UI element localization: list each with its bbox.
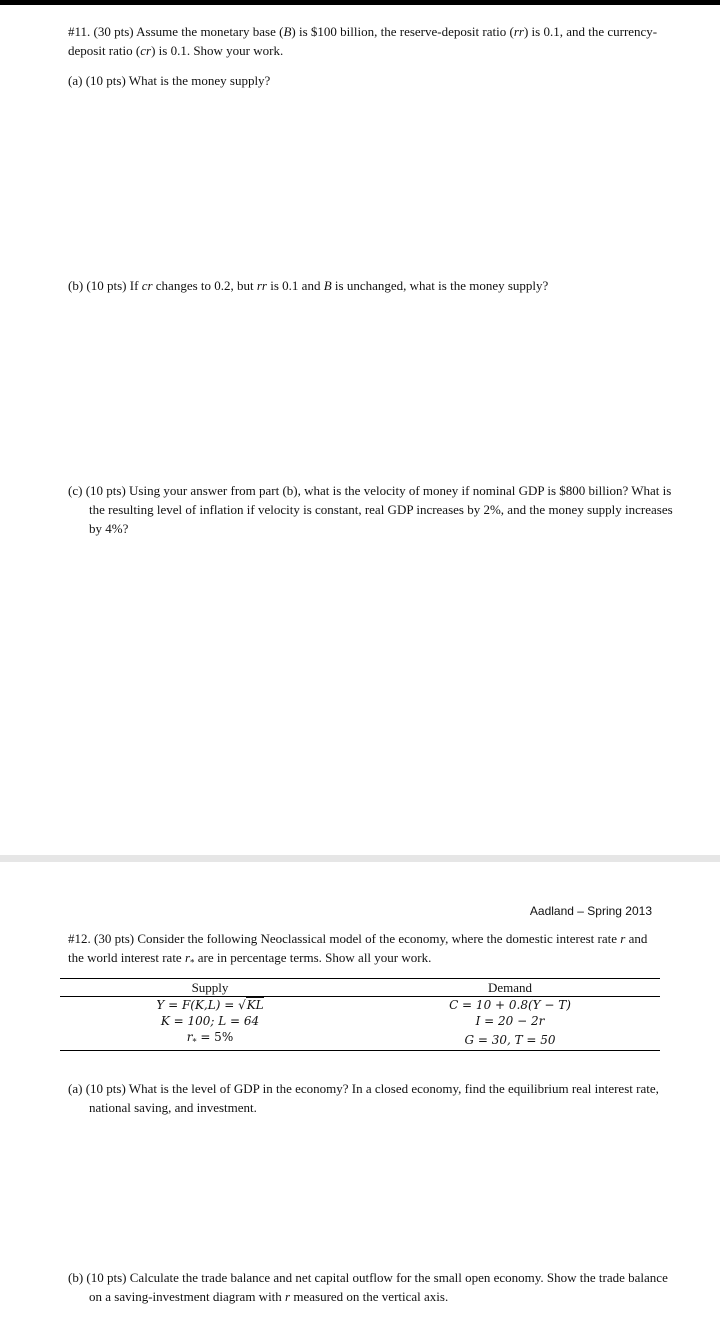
part-points: (10 pts) xyxy=(86,278,127,293)
question-12-part-a xyxy=(68,1079,679,1117)
prompt-text: and the world interest rate xyxy=(68,931,648,965)
variable-r: r xyxy=(285,1289,291,1304)
radicand: KL xyxy=(246,998,264,1012)
part-text: is 0.1 and xyxy=(267,278,324,293)
page-separator xyxy=(0,855,720,862)
question-number: #11. xyxy=(68,24,91,39)
prompt-text: are in percentage terms. Show all your work. xyxy=(194,950,432,965)
prompt-text: Assume the monetary base ( xyxy=(136,24,284,39)
variable-r: r xyxy=(620,931,626,946)
supply-world-rate xyxy=(60,1029,360,1050)
variable-rr: rr xyxy=(513,24,524,39)
part-points: (10 pts) xyxy=(85,1081,126,1096)
neoclassical-model-table xyxy=(60,978,660,1051)
part-text: changes to 0.2, but xyxy=(152,278,257,293)
table-header-row xyxy=(60,979,660,997)
question-11-part-c xyxy=(68,481,679,538)
variable-B: B xyxy=(283,24,292,39)
question-number: #12. xyxy=(68,931,91,946)
prompt-text: ) is 0.1. Show your work. xyxy=(151,43,284,58)
prompt-text: ) is 0.1, and the currency-deposit ratio ( xyxy=(68,24,658,58)
table-row xyxy=(60,1029,660,1050)
part-text: What is the money supply? xyxy=(128,73,271,88)
supply-header: Supply xyxy=(60,979,360,997)
prompt-text: ) is $100 billion, the reserve-deposit ratio ( xyxy=(291,24,514,39)
part-label: (b) xyxy=(68,1270,84,1285)
document-page-2 xyxy=(0,862,720,1318)
variable-r-star: r xyxy=(184,950,191,965)
variable-r-star: r xyxy=(186,1030,193,1044)
equation-text: Y = F(K,L) = √ xyxy=(156,998,246,1012)
document-page-1 xyxy=(0,5,720,855)
part-text: If xyxy=(129,278,142,293)
part-text: What is the level of GDP in the economy? In a closed economy, find the equilibrium real interest rate, national saving, and investment. xyxy=(89,1081,659,1115)
part-label: (a) xyxy=(68,1081,83,1096)
table-row xyxy=(60,1013,660,1029)
course-header-label: Aadland – Spring 2013 xyxy=(529,904,652,918)
demand-consumption: C = 10 + 0.8(Y − T) xyxy=(449,998,571,1012)
star-subscript: * xyxy=(192,1037,197,1047)
equation-text: = 5% xyxy=(196,1030,234,1044)
part-text: is unchanged, what is the money supply? xyxy=(331,278,549,293)
variable-rr: rr xyxy=(256,278,267,293)
question-11-part-b xyxy=(68,276,679,295)
demand-government: G = 30, T = 50 xyxy=(464,1032,556,1047)
table-row xyxy=(60,997,660,1014)
question-points: (30 pts) xyxy=(93,24,134,39)
supply-production-function xyxy=(60,997,360,1014)
question-12-part-b xyxy=(68,1268,679,1306)
part-points: (10 pts) xyxy=(85,483,126,498)
variable-B: B xyxy=(323,278,332,293)
prompt-text: Consider the following Neoclassical model of the economy, where the domestic interest rate xyxy=(137,931,621,946)
question-points: (30 pts) xyxy=(94,931,135,946)
model-equations xyxy=(60,979,660,1050)
question-11-part-a xyxy=(68,71,679,90)
demand-investment: I = 20 − 2r xyxy=(475,1014,545,1028)
table-bottom-rule xyxy=(60,1050,660,1051)
supply-capital-labor: K = 100; L = 64 xyxy=(160,1014,260,1028)
part-label: (b) xyxy=(68,278,84,293)
question-12-prompt xyxy=(68,929,658,973)
variable-cr: cr xyxy=(140,43,152,58)
part-label: (a) xyxy=(68,73,83,88)
part-text: measured on the vertical axis. xyxy=(290,1289,449,1304)
question-11-prompt xyxy=(68,22,668,60)
part-text: Using your answer from part (b), what is the velocity of money if nominal GDP is $800 billion? What is the resulting level of inflation if velocity is constant, real GDP increases by 2%, and the money supply increases by 4%? xyxy=(89,483,673,536)
part-text: Calculate the trade balance and net capital outflow for the small open economy. Show the trade balance on a saving-investment diagram with xyxy=(89,1270,668,1304)
part-points: (10 pts) xyxy=(85,73,126,88)
demand-header: Demand xyxy=(360,979,660,997)
star-subscript: * xyxy=(190,957,195,968)
variable-cr: cr xyxy=(141,278,153,293)
part-points: (10 pts) xyxy=(86,1270,127,1285)
part-label: (c) xyxy=(68,483,83,498)
